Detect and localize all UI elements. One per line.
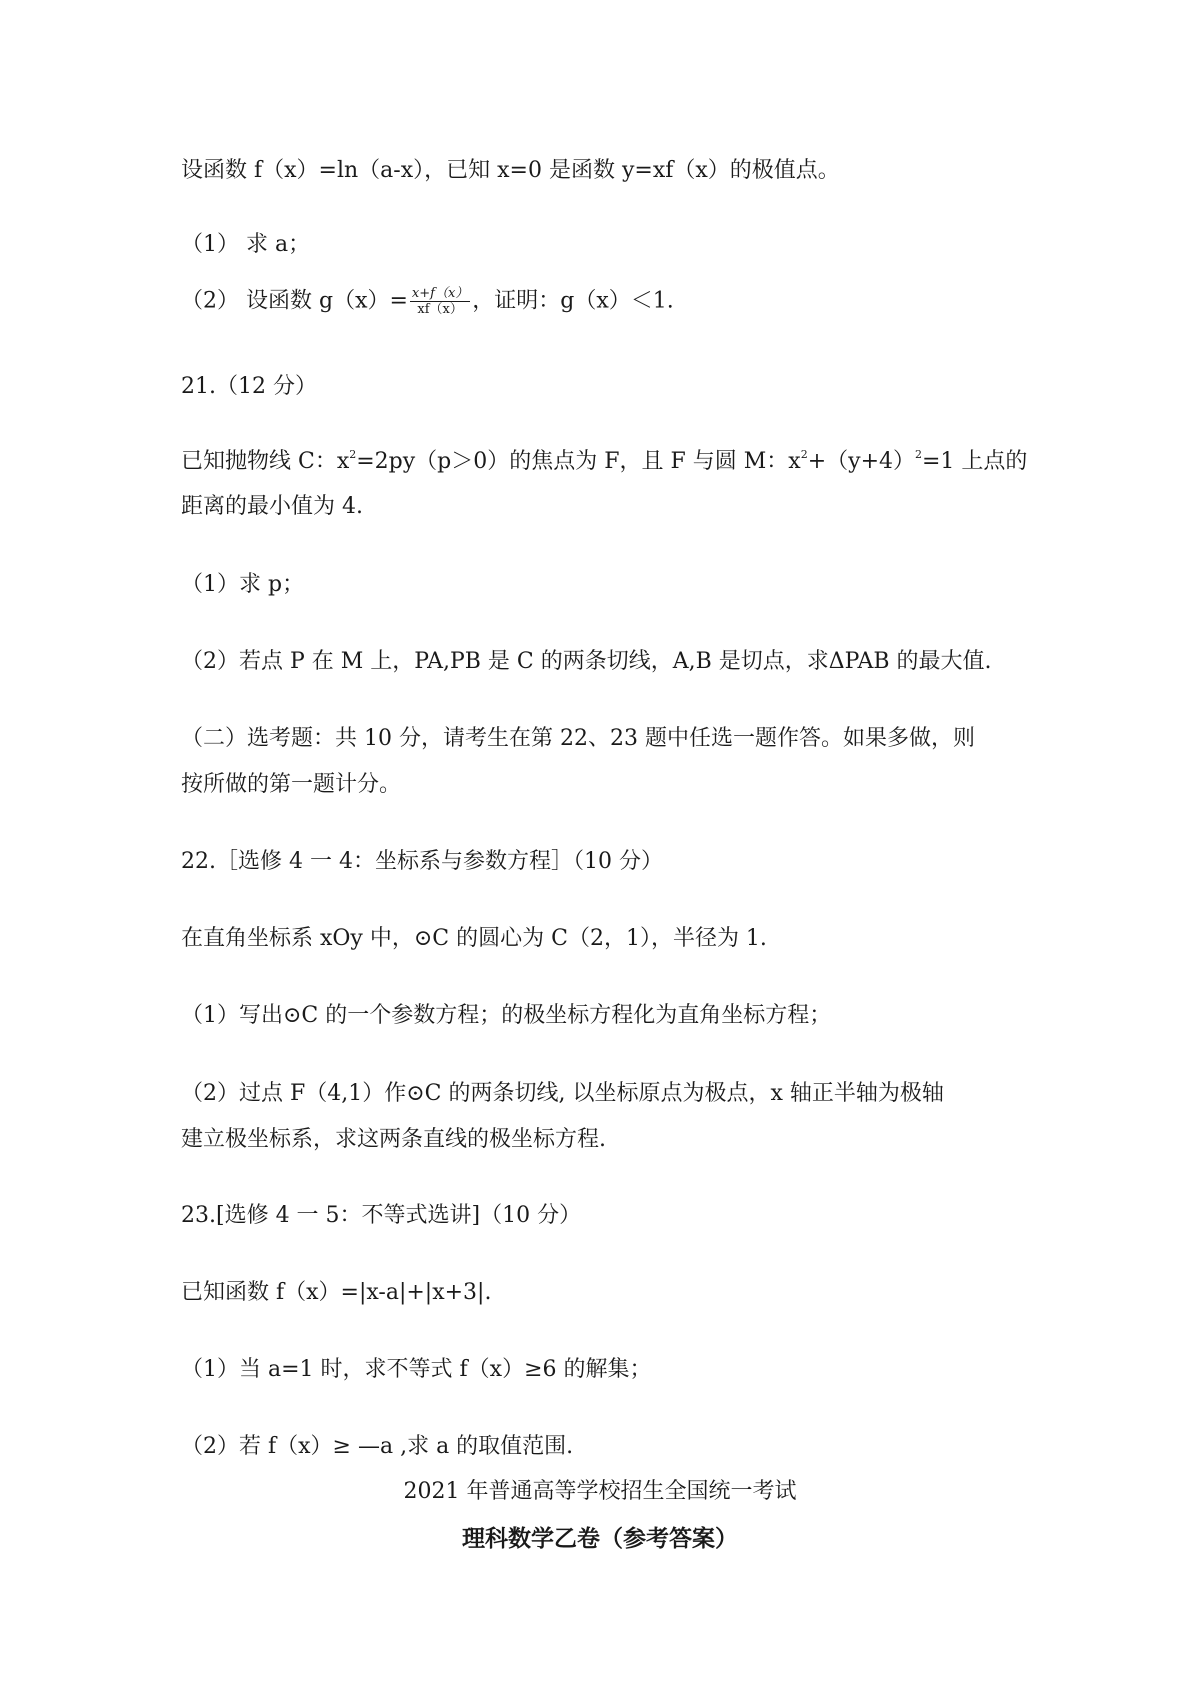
g-fraction	[410, 286, 470, 317]
q21-stem-d: =1 上点的	[922, 449, 1028, 474]
fraction-numerator: x+f（x）	[411, 286, 469, 301]
q20-part2-prefix: （2） 设函数 g（x）=	[181, 288, 408, 314]
q21-stem	[181, 447, 1027, 477]
optional-section-line2: 按所做的第一题计分。	[181, 772, 402, 797]
q21-part1: （1）求 p；	[181, 572, 305, 597]
answer-title-line2: 理科数学乙卷（参考答案）	[462, 1525, 738, 1552]
q22-part1: （1）写出⊙C 的一个参数方程；的极坐标方程化为直角坐标方程；	[181, 1003, 832, 1028]
q21-stem-a: 已知抛物线 C：x	[181, 449, 350, 474]
q20-part2	[181, 286, 674, 317]
q22-part2-line1: （2）过点 F（4,1）作⊙C 的两条切线, 以坐标原点为极点，x 轴正半轴为极轴	[181, 1081, 944, 1106]
q21-sup1: 2	[349, 448, 357, 461]
q21-part2: （2）若点 P 在 M 上，PA,PB 是 C 的两条切线，A,B 是切点，求ΔPAB 的最大值.	[181, 649, 992, 674]
q20-part2-suffix: ，证明：g（x）＜1.	[472, 288, 674, 314]
q23-stem: 已知函数 f（x）=|x-a|+|x+3|.	[181, 1280, 492, 1305]
q22-stem: 在直角坐标系 xOy 中，⊙C 的圆心为 C（2，1），半径为 1.	[181, 926, 767, 951]
q23-header: 23.[选修 4 一 5：不等式选讲]（10 分）	[181, 1203, 582, 1228]
fraction-denominator: xf（x）	[417, 302, 463, 317]
q21-stem-b: =2py（p＞0）的焦点为 F，且 F 与圆 M：x	[356, 449, 801, 474]
q23-part2: （2）若 f（x）≥ —a ,求 a 的取值范围.	[181, 1434, 574, 1459]
q21-sup2: 2	[800, 448, 808, 461]
answer-title-line1: 2021 年普通高等学校招生全国统一考试	[403, 1479, 797, 1504]
optional-section-line1: （二）选考题：共 10 分，请考生在第 22、23 题中任选一题作答。如果多做，则	[181, 726, 975, 751]
q21-sup3: 2	[915, 448, 922, 461]
q22-part2-line2: 建立极坐标系，求这两条直线的极坐标方程.	[181, 1127, 606, 1152]
q21-header: 21.（12 分）	[181, 374, 317, 399]
q21-stem-line2: 距离的最小值为 4.	[181, 494, 363, 519]
q20-stem: 设函数 f（x）=ln（a-x），已知 x=0 是函数 y=xf（x）的极值点。	[181, 158, 840, 183]
q22-header: 22.［选修 4 一 4：坐标系与参数方程］（10 分）	[181, 849, 663, 874]
q21-stem-c: +（y+4）	[807, 449, 915, 474]
q20-part1: （1） 求 a；	[181, 232, 311, 257]
q23-part1: （1）当 a=1 时，求不等式 f（x）≥6 的解集；	[181, 1357, 652, 1382]
